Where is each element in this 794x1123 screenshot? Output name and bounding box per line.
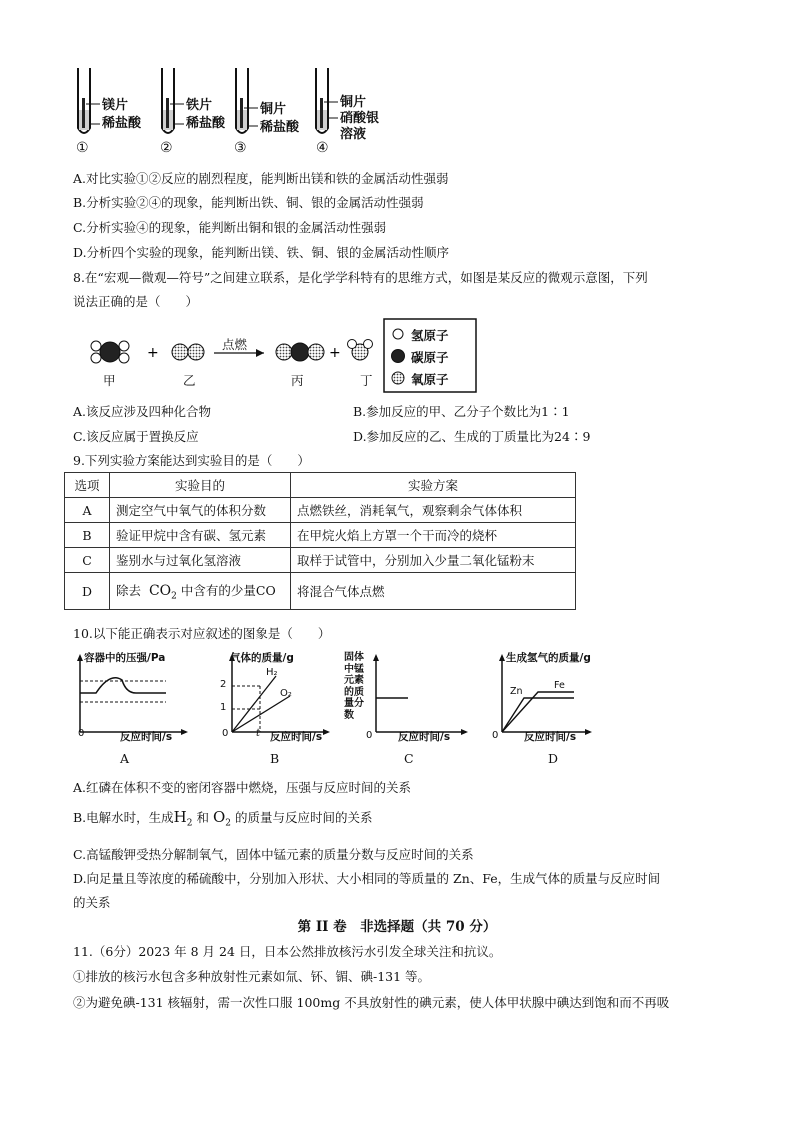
experiment-table	[64, 472, 576, 610]
q8-option-c: C.该反应属于置换反应	[73, 429, 199, 444]
legend-carbon: 碳原子	[411, 350, 449, 365]
row-c-option: C	[65, 548, 110, 573]
name-yi: 乙	[183, 373, 196, 388]
tube1-label-metal: 镁片	[102, 98, 129, 113]
table-row	[65, 523, 576, 548]
tube1-label-acid: 稀盐酸	[102, 116, 142, 131]
q8-option-d: D.参加反应的乙、生成的丁质量比为24∶9	[353, 429, 591, 444]
q8-option-a: A.该反应涉及四种化合物	[73, 404, 212, 419]
graph-d-letter: D	[548, 751, 559, 766]
test-tube-2	[162, 68, 184, 133]
name-bing: 丙	[291, 373, 304, 388]
section-title: 第 II 卷 非选择题（共 70 分）	[297, 919, 497, 935]
carbon-atom-icon	[392, 350, 405, 363]
graph-c-origin: 0	[366, 730, 373, 741]
q7-option-b: B.分析实验②④的现象，能判断出铁、铜、银的金属活动性强弱	[73, 195, 424, 210]
tube3-number: ③	[234, 140, 247, 156]
graph-c-ylabel: 固体 中锰 元素 的质 量分 数	[344, 652, 364, 721]
tube1-number: ①	[76, 140, 89, 156]
row-a-plan: 点燃铁丝，消耗氧气，观察剩余气体体积	[291, 498, 576, 523]
graph-c-xlabel: 反应时间/s	[398, 731, 451, 743]
table-row	[65, 573, 576, 610]
row-d-plan: 将混合气体点燃	[291, 573, 576, 610]
arrow-label: 点燃	[222, 337, 248, 352]
graph-b-h2: H₂	[266, 667, 278, 678]
table-header-plan: 实验方案	[291, 473, 576, 498]
graph-a-ylabel: 容器中的压强/Pa	[84, 652, 166, 664]
molecule-ding	[348, 340, 373, 361]
q10-option-c: C.高锰酸钾受热分解制氧气，固体中锰元素的质量分数与反应时间的关系	[73, 847, 474, 862]
graph-d-xlabel: 反应时间/s	[524, 731, 577, 743]
q9-stem: 9.下列实验方案能达到实验目的是（ ）	[73, 453, 310, 468]
q8-stem-line2: 说法正确的是（ ）	[73, 294, 199, 309]
plus-sign-1: +	[147, 345, 159, 361]
row-b-goal: 验证甲烷中含有碳、氢元素	[110, 523, 291, 548]
graph-b-h2-line	[232, 676, 276, 732]
test-tube-4	[316, 68, 338, 133]
row-b-plan: 在甲烷火焰上方罩一个干而冷的烧杯	[291, 523, 576, 548]
q11-line1: 11.（6分）2023 年 8 月 24 日，日本公然排放核污水引发全球关注和抗议。	[73, 944, 502, 959]
q10-stem: 10.以下能正确表示对应叙述的图象是（ ）	[73, 626, 331, 641]
graph-b-xlabel: 反应时间/s	[270, 731, 323, 743]
row-d-goal: 除去 $CO_2$ 中含有的少量CO	[110, 573, 291, 610]
name-jia: 甲	[103, 373, 116, 388]
graph-b-tick-1: 1	[220, 702, 227, 713]
q7-option-a: A.对比实验①②反应的剧烈程度，能判断出镁和铁的金属活动性强弱	[73, 171, 449, 186]
q10-option-d-line2: 的关系	[73, 895, 111, 910]
graph-d-ylabel: 生成氢气的质量/g	[506, 652, 591, 664]
tube2-label-metal: 铁片	[186, 98, 213, 113]
q8-option-b: B.参加反应的甲、乙分子个数比为1∶1	[353, 404, 570, 419]
q10-option-b: B.电解水时，生成$H_2$ 和 $O_2$ 的质量与反应时间的关系	[73, 808, 373, 829]
q10-option-d-line1: D.向足量且等浓度的稀硫酸中，分别加入形状、大小相同的等质量的 Zn、Fe，生成气体的质量与反应时间	[73, 871, 661, 886]
table-row	[65, 548, 576, 573]
graph-b-t: t	[256, 728, 261, 739]
table-row	[65, 498, 576, 523]
row-d-option: D	[65, 573, 110, 610]
graph-b-letter: B	[270, 751, 280, 766]
tube2-number: ②	[160, 140, 173, 156]
molecule-bing	[276, 343, 324, 361]
graph-d-zn-line	[502, 698, 574, 732]
tube2-label-acid: 稀盐酸	[186, 116, 226, 131]
row-c-plan: 取样于试管中，分别加入少量二氧化锰粉末	[291, 548, 576, 573]
row-a-option: A	[65, 498, 110, 523]
tube3-label-metal: 铜片	[260, 102, 287, 117]
name-ding: 丁	[360, 373, 373, 388]
q7-option-c: C.分析实验④的现象，能判断出铜和银的金属活动性强弱	[73, 220, 387, 235]
graph-b-ylabel: 气体的质量/g	[230, 652, 294, 664]
tube4-label-solution: 硝酸银	[340, 111, 380, 126]
oxygen-atom-icon	[392, 372, 404, 384]
graph-a-curve	[80, 678, 166, 693]
graph-a-xlabel: 反应时间/s	[120, 731, 173, 743]
hydrogen-atom-icon	[393, 329, 403, 339]
row-b-option: B	[65, 523, 110, 548]
tube4-label-solution2: 溶液	[340, 127, 367, 142]
table-header-option: 选项	[65, 473, 110, 498]
graph-d-origin: 0	[492, 730, 499, 741]
test-tube-1	[78, 68, 100, 133]
graph-b-o2: O₂	[280, 688, 292, 699]
graph-a-letter: A	[120, 751, 130, 766]
graph-c-letter: C	[404, 751, 414, 766]
legend-hydrogen: 氢原子	[411, 328, 449, 343]
molecule-yi	[172, 344, 204, 360]
graph-d-fe: Fe	[554, 680, 565, 691]
molecule-jia	[91, 341, 129, 363]
graph-b-tick-2: 2	[220, 679, 227, 690]
plus-sign-2: +	[329, 345, 341, 361]
q10-option-a: A.红磷在体积不变的密闭容器中燃烧，压强与反应时间的关系	[73, 780, 412, 795]
tube3-label-acid: 稀盐酸	[260, 120, 300, 135]
test-tube-3	[236, 68, 258, 133]
q11-line3: ②为避免碘-131 核辐射，需一次性口服 100mg 不具放射性的碘元素，使人体甲状腺中碘达到饱和而不再吸	[73, 995, 670, 1010]
q11-line2: ①排放的核污水包含多种放射性元素如氚、钚、镅、碘-131 等。	[73, 969, 431, 984]
graph-b-origin: 0	[222, 728, 229, 739]
tube4-label-metal: 铜片	[340, 95, 367, 110]
graph-a-origin: 0	[78, 728, 85, 739]
row-c-goal: 鉴别水与过氧化氢溶液	[110, 548, 291, 573]
legend-oxygen: 氧原子	[411, 372, 449, 387]
q8-stem-line1: 8.在“宏观—微观—符号”之间建立联系，是化学学科特有的思维方式，如图是某反应的微观示意图，下列	[73, 270, 648, 285]
row-a-goal: 测定空气中氧气的体积分数	[110, 498, 291, 523]
tube4-number: ④	[316, 140, 329, 156]
graph-d-zn: Zn	[510, 686, 523, 697]
graph-b-o2-line	[232, 696, 290, 732]
q7-option-d: D.分析四个实验的现象，能判断出镁、铁、铜、银的金属活动性顺序	[73, 245, 450, 260]
table-header-goal: 实验目的	[110, 473, 291, 498]
